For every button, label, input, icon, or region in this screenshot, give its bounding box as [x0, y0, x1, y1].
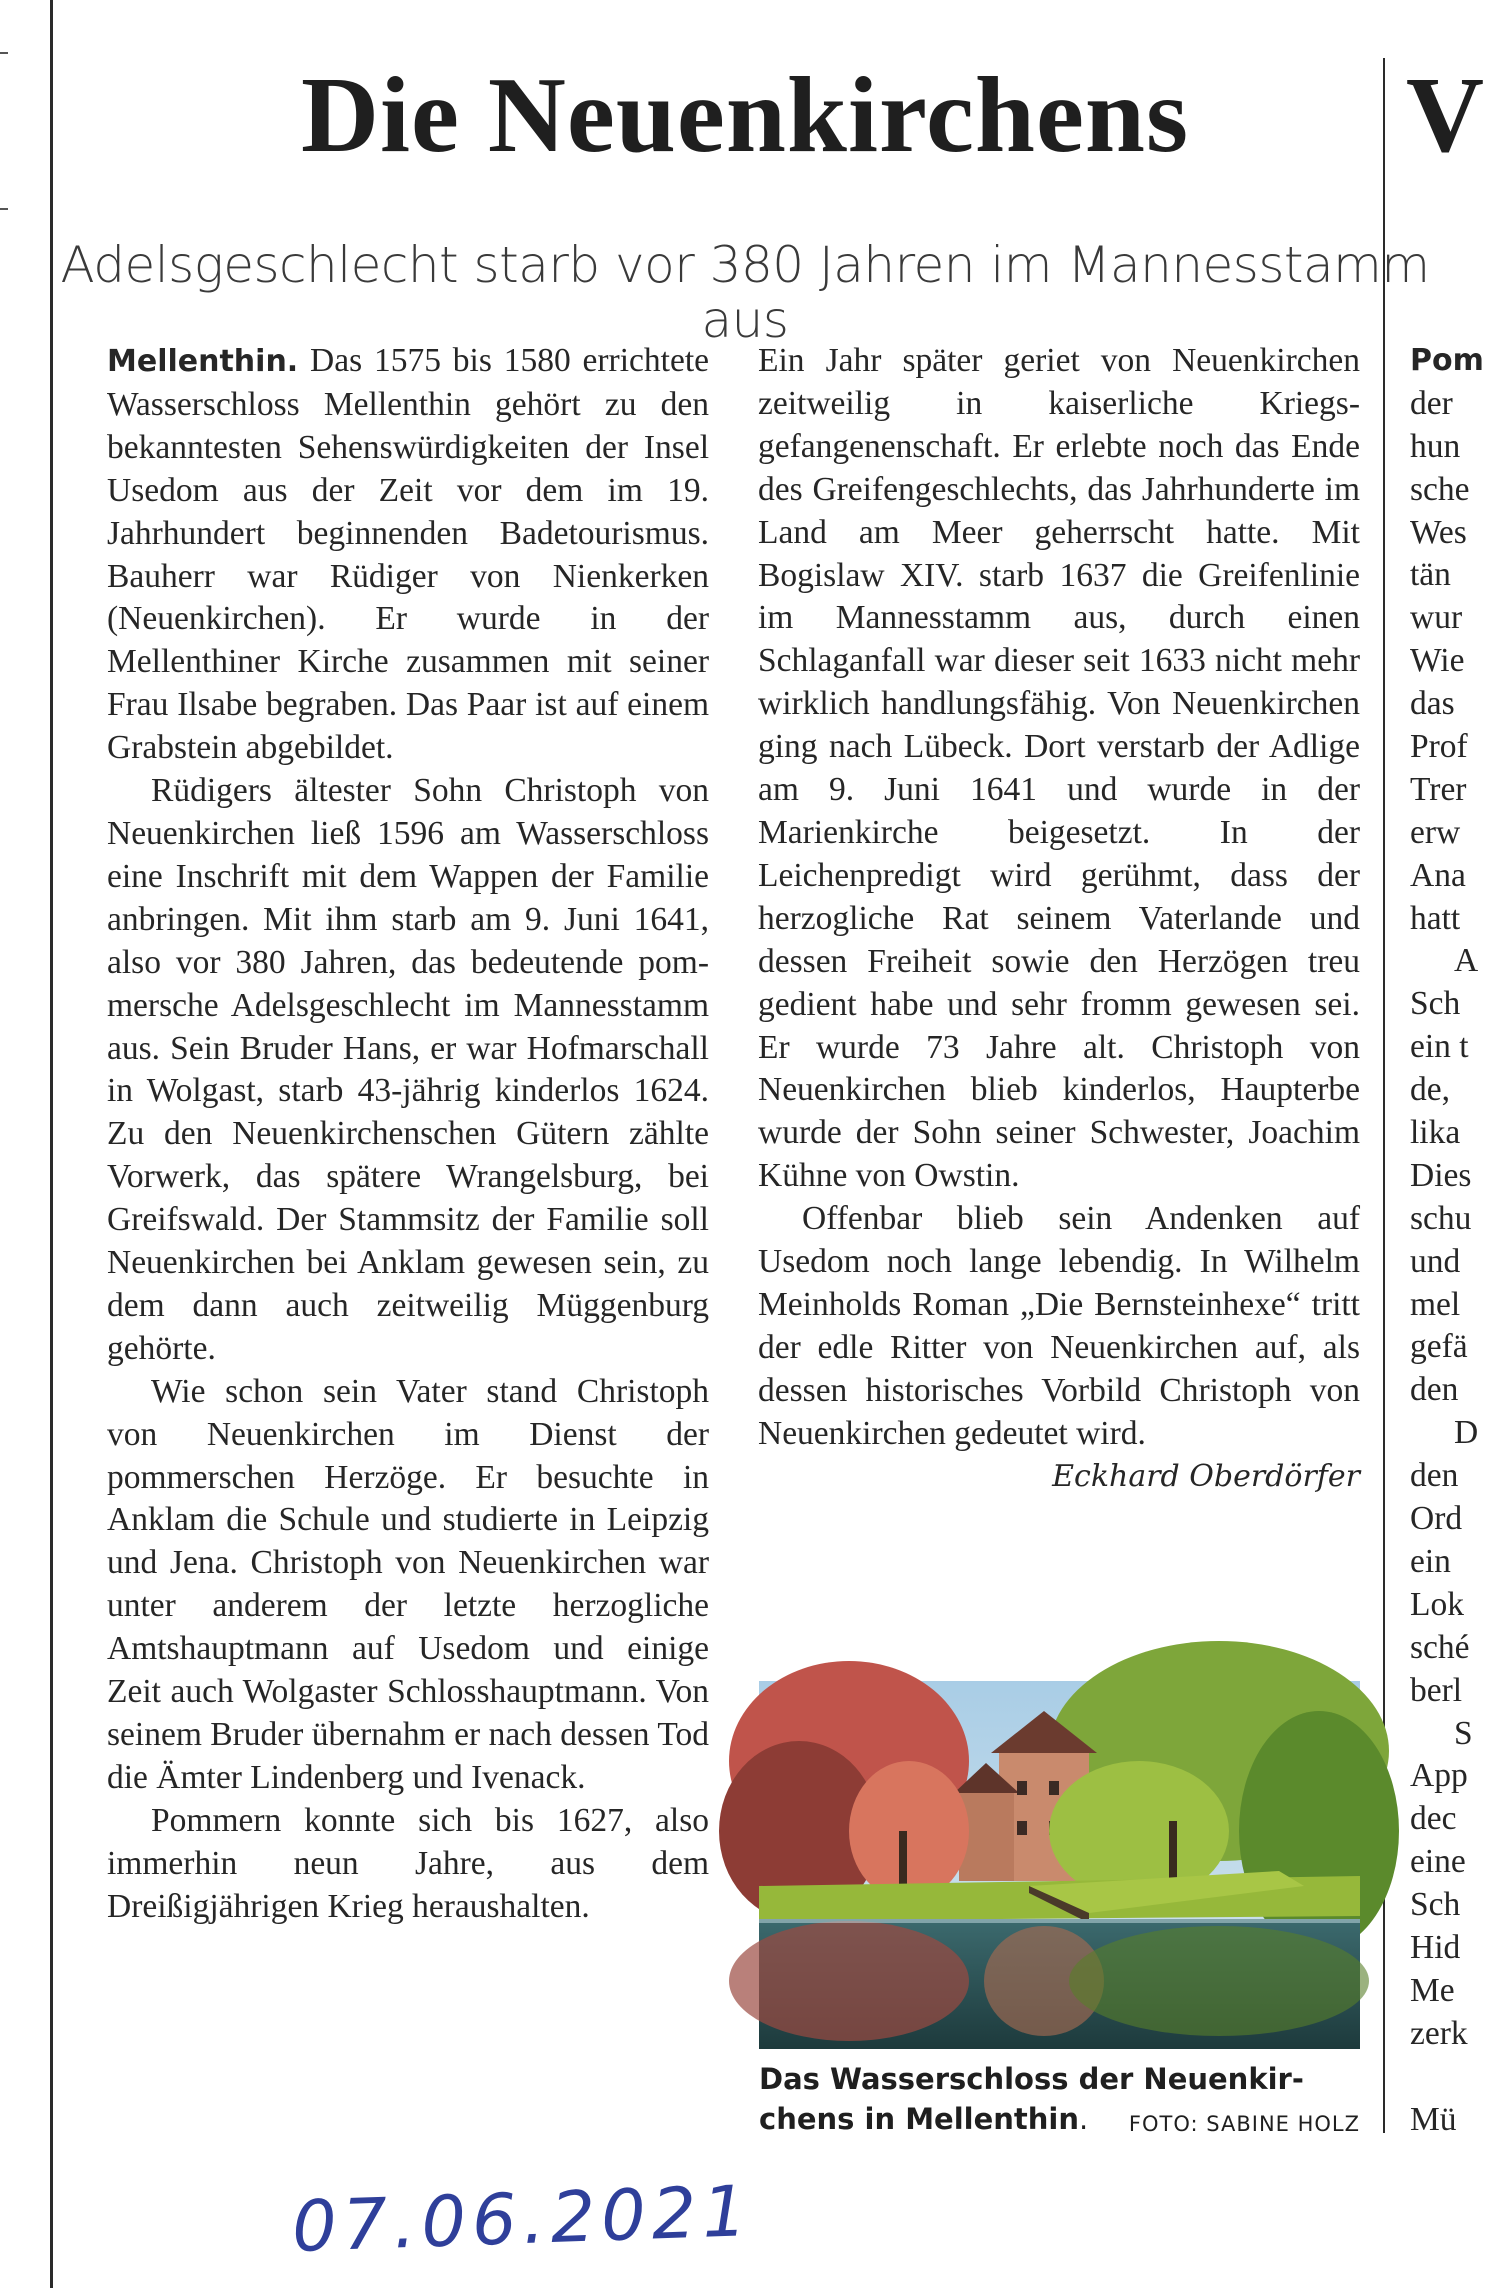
- paragraph: Offenbar blieb sein Andenken auf Usedom noch lange lebendig. In Wilhelm Meinholds Roman „Die Bernsteinhexe“ tritt der edle Ritter von Neuenkirchen auf, als dessen historisches Vorbild Christoph von Neuenkirchen gedeutet wird.: [758, 1200, 1360, 1452]
- paragraph: Rüdigers ältester Sohn Christoph von Neuenkirchen ließ 1596 am Wasserschloss eine Inschrift mit dem Wappen der Familie anbringen. Mit ihm starb am 9. Juni 1641, also vor 380 Jahren, das bedeutende pommersche Adelsgeschlecht im Mannesstamm aus. Sein Bruder Hans, er war Hofmarschall in Wolgast, starb 43-jährig kinderlos 1624. Zu den Neuenkirchenschen Gütern zählte Vorwerk, das spätere Wrangelsburg, bei Greifswald. Der Stammsitz der Familie soll Neuenkirchen bei Anklam gewesen sein, zu dem dann auch zeitweilig Müggenburg gehörte.: [107, 772, 709, 1367]
- fragment-line: Lok: [1410, 1585, 1464, 1623]
- fragment-line: und: [1410, 1242, 1461, 1280]
- fragment-line: Hid: [1410, 1928, 1461, 1966]
- fragment-line: Sch: [1410, 985, 1461, 1023]
- left-edge-rule: [50, 0, 53, 2288]
- photo-caption: [759, 2059, 1360, 2139]
- paragraph: Wie schon sein Vater stand Christoph von Neuenkirchen im Dienst der pommerschen Herzöge. Er besuchte in Anklam die Schule und studierte in Leipzig und Jena. Christoph von Neuenkirchen war unter anderem der letzte herzogliche Amtshauptmann auf Usedom und einige Zeit auch Wolgaster Schlosshauptmann. Von seinem Bruder übernahm er nach dessen Tod die Ämter Lindenberg und Ivenack.: [107, 1372, 709, 1796]
- fragment-line: wur: [1410, 599, 1463, 637]
- caption-line: Das Wasserschloss der Neuenkir-: [759, 2062, 1304, 2096]
- next-article-title-fragment: V: [1406, 56, 1484, 175]
- fragment-line: App: [1410, 1757, 1468, 1795]
- fragment-line: schu: [1410, 1199, 1472, 1237]
- fragment-line: den: [1410, 1457, 1459, 1495]
- fragment-line: D: [1454, 1414, 1479, 1452]
- fragment-line: mel: [1410, 1285, 1461, 1323]
- fragment-line: den: [1410, 1371, 1459, 1409]
- scan-mark: [0, 52, 8, 54]
- fragment-line: A: [1454, 942, 1479, 980]
- paragraph: Ein Jahr später geriet von Neuenkirchen zeitweilig in kaiserliche Kriegsgefangenenschaft. Er erlebte noch das Ende des Greifengeschlechts, das Jahrhunderte im Land am Meer geherrscht hatte. Mit Bogislaw XIV. starb 1637 die Greifenlinie im Mannesstamm aus, durch einen Schlaganfall war dieser seit 1633 nicht mehr wirklich handlungsfähig. Von Neuenkirchen ging nach Lübeck. Dort verstarb der Adlige am 9. Juni 1641 und wurde in der Marienkirche beigesetzt. In der Leichenpredigt wird gerühmt, dass der herzogliche Rat seinem Vaterlande und dessen Freiheit sowie den Herzögen treu gedient habe und sehr fromm gewesen sei. Er wurde 73 Jahre alt. Christoph von Neuenkirchen blieb kinderlos, Haupterbe wurde der Sohn seiner Schwester, Joachim Kühne von Owstin.: [758, 342, 1360, 1195]
- fragment-line: sché: [1410, 1628, 1470, 1666]
- fragment-line: gefä: [1410, 1328, 1468, 1366]
- fragment-line: hun: [1410, 427, 1461, 465]
- fragment-line: Mü: [1410, 2100, 1457, 2138]
- fragment-line: S: [1454, 1714, 1473, 1752]
- article-title: Die Neuenkirchens: [300, 56, 1189, 175]
- fragment-line: eine: [1410, 1843, 1466, 1881]
- fragment-line: erw: [1410, 813, 1461, 851]
- neighbor-column: [1410, 340, 1490, 2141]
- fragment-line: Dies: [1410, 1156, 1472, 1194]
- article-column-2: [758, 340, 1360, 1498]
- fragment-line: das: [1410, 685, 1455, 723]
- fragment-line: Sch: [1410, 1886, 1461, 1924]
- castle-photo: [759, 1681, 1360, 2049]
- fragment-line: tän: [1410, 556, 1451, 594]
- fragment-line: de,: [1410, 1071, 1450, 1109]
- paragraph: Pommern konnte sich bis 1627, also immerhin neun Jahre, aus dem Dreißigjährigen Krieg heraushalten.: [107, 1801, 709, 1925]
- paragraph: [107, 340, 709, 770]
- scan-mark: [0, 208, 8, 210]
- paragraph-text: Das 1575 bis 1580 errichtete Wasserschloss Mellenthin gehört zu den bekanntesten Sehenswürdigkeiten der Insel Usedom aus der Zeit vor dem im 19. Jahrhundert beginnenden Badetourismus. Bauherr war Rüdiger von Nienkerken (Neuenkirchen). Er wurde in der Mellenthiner Kirche zusammen mit seiner Frau Ilsabe begraben. Das Paar ist auf einem Grabstein abgebildet.: [107, 342, 709, 767]
- author-byline: Eckhard Oberdörfer: [1052, 1458, 1360, 1494]
- fragment-line: [1410, 2056, 1490, 2099]
- fragment-line: Wes: [1410, 513, 1467, 551]
- dateline: Mellenthin.: [107, 344, 299, 379]
- article-subtitle: Adelsgeschlecht starb vor 380 Jahren im Mannesstamm aus: [60, 236, 1430, 349]
- fragment-line: ein t: [1410, 1028, 1469, 1066]
- fragment-line: Me: [1410, 1971, 1455, 2009]
- fragment-line: berl: [1410, 1671, 1463, 1709]
- caption-text: chens in Mellenthin: [759, 2102, 1080, 2136]
- fragment-line: zerk: [1410, 2014, 1468, 2052]
- fragment-line: Wie: [1410, 642, 1465, 680]
- fragment-line: ein: [1410, 1542, 1451, 1580]
- fragment-line: Prof: [1410, 728, 1468, 766]
- fragment-line: Ana: [1410, 856, 1466, 894]
- fragment-line: der: [1410, 384, 1453, 422]
- fragment-line: lika: [1410, 1114, 1461, 1152]
- article-column-1: [107, 340, 709, 1929]
- fragment-line: Pom: [1410, 343, 1484, 378]
- fragment-line: sche: [1410, 470, 1470, 508]
- handwritten-date: 07.06.2021: [290, 2169, 755, 2269]
- fragment-line: hatt: [1410, 899, 1461, 937]
- photo-credit: FOTO: SABINE HOLZ: [1128, 2112, 1360, 2136]
- fragment-line: dec: [1410, 1800, 1457, 1838]
- fragment-line: Trer: [1410, 770, 1467, 808]
- caption-dot: .: [1079, 2102, 1089, 2136]
- fragment-line: Ord: [1410, 1500, 1463, 1538]
